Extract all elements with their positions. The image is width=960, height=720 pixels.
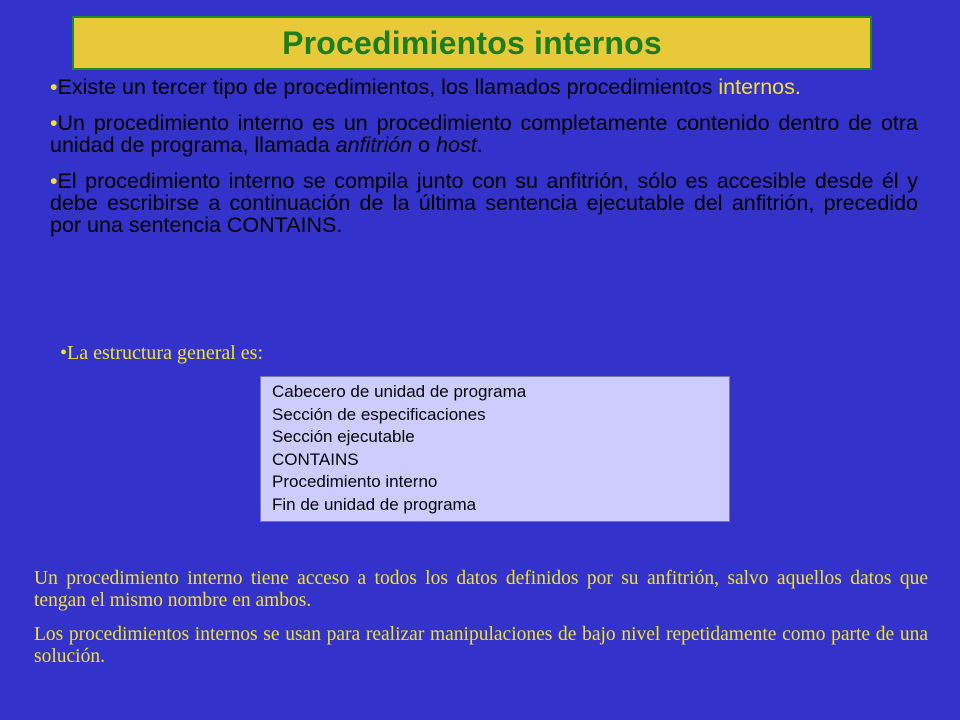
bullet-dot: •	[50, 111, 58, 135]
italic-term: anfitrión	[335, 133, 413, 157]
bullet-item-3	[50, 170, 918, 236]
bullet-dot: •	[60, 342, 68, 364]
bullet-text: Un procedimiento interno es un procedimiento completamente contenido dentro de otra unidad de programa, llamada	[50, 111, 918, 157]
slide-title: Procedimientos internos	[282, 24, 662, 61]
structure-line: Sección ejecutable	[272, 427, 415, 446]
title-banner	[72, 16, 872, 70]
structure-intro	[60, 342, 263, 365]
bullet-suffix: .	[794, 75, 801, 99]
highlight-term: internos	[718, 75, 795, 99]
bullet-text: o	[412, 133, 437, 157]
bullet-item-1	[50, 76, 918, 98]
note-paragraph-2: Los procedimientos internos se usan para realizar manipulaciones de bajo nivel repetidamente como parte de una solución.	[34, 624, 928, 667]
bullet-suffix: .	[476, 133, 483, 157]
structure-line: Procedimiento interno	[272, 472, 438, 491]
structure-box	[260, 376, 730, 522]
italic-term: host	[436, 133, 477, 157]
bullet-text: Existe un tercer tipo de procedimientos, los llamados procedimientos	[57, 75, 719, 99]
note-paragraph-1: Un procedimiento interno tiene acceso a todos los datos definidos por su anfitrión, salvo aquellos datos que tengan el mismo nombre en ambos.	[34, 568, 928, 611]
structure-line: Fin de unidad de programa	[272, 494, 477, 514]
bullet-dot: •	[50, 75, 58, 99]
bullet-dot: •	[50, 169, 58, 193]
bullet-list	[50, 76, 918, 250]
structure-line: CONTAINS	[272, 449, 359, 469]
structure-line: Sección de especificaciones	[272, 404, 486, 424]
structure-line: Cabecero de unidad de programa	[272, 382, 527, 401]
notes-section	[34, 568, 928, 680]
bullet-text: El procedimiento interno se compila junto con su anfitrión, sólo es accesible desde él y debe escribirse a continuación de la última sentencia ejecutable del anfitrión, precedido por una sentencia CONTAINS.	[50, 169, 918, 237]
structure-intro-text: La estructura general es:	[67, 342, 264, 364]
bullet-item-2	[50, 112, 918, 156]
